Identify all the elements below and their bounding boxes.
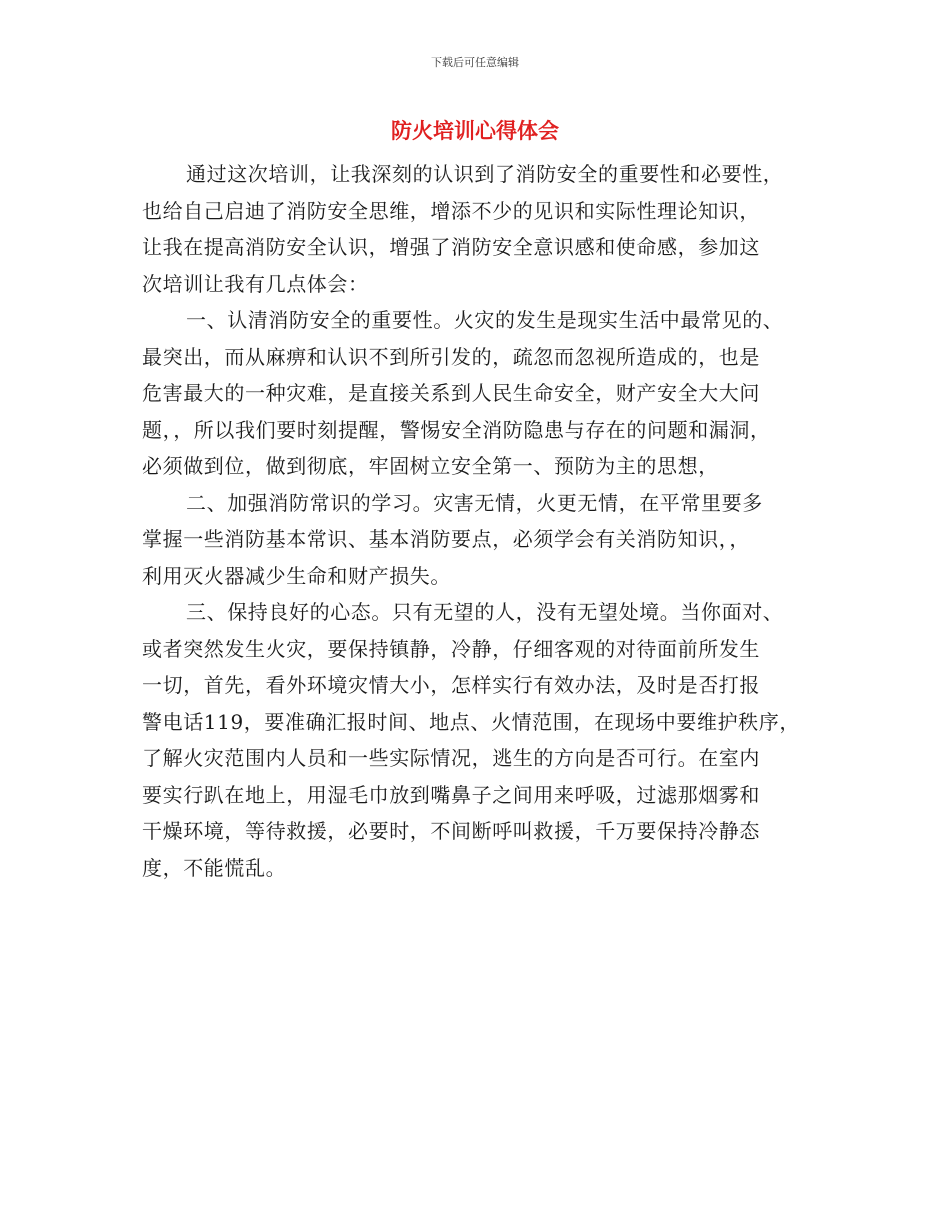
paragraph-line: 利用灭火器减少生命和财产损失。 [142,563,451,588]
paragraph-line: 一、认清消防安全的重要性。火灾的发生是现实生活中最常见的、 [186,308,784,332]
paragraph-line: 次培训让我有几点体会： [142,271,369,296]
paragraph-line: 通过这次培训，让我深刻的认识到了消防安全的重要性和必要性， [186,162,784,186]
paragraph-line: 或者突然发生火灾，要保持镇静，冷静，仔细客观的对待面前所发生 [142,636,760,661]
paragraph-line: 警电话119，要准确汇报时间、地点、火情范围，在现场中要维护秩序， [142,709,800,734]
header-note: 下载后可任意编辑 [431,56,519,69]
paragraph-line: 了解火灾范围内人员和一些实际情况，逃生的方向是否可行。在室内 [142,746,760,770]
paragraph-line: 度，不能慌乱。 [142,855,287,880]
paragraph-line: 危害最大的一种灾难，是直接关系到人民生命安全，财产安全大大问 [142,381,760,405]
paragraph-line: 掌握一些消防基本常识、基本消防要点，必须学会有关消防知识，， [142,527,750,551]
paragraph-line: 让我在提高消防安全认识，增强了消防安全意识感和使命感，参加这 [142,235,760,259]
paragraph-line: 也给自己启迪了消防安全思维，增添不少的见识和实际性理论知识， [142,198,760,223]
document-body [142,156,832,886]
document-title: 防火培训心得体会 [391,119,559,143]
paragraph-line: 最突出，而从麻痹和认识不到所引发的，疏忽而忽视所造成的，也是 [142,344,760,369]
paragraph-line: 三、保持良好的心态。只有无望的人，没有无望处境。当你面对、 [186,600,784,624]
paragraph-line: 题，，所以我们要时刻提醒，警惕安全消防隐患与存在的问题和漏洞， [142,417,771,442]
paragraph-line: 要实行趴在地上，用湿毛巾放到嘴鼻子之间用来呼吸，过滤那烟雾和 [142,782,760,807]
paragraph-line: 干燥环境，等待救援，必要时，不间断呼叫救援，千万要保持冷静态 [142,819,760,843]
paragraph-line: 一切，首先，看外环境灾情大小，怎样实行有效办法，及时是否打报 [142,673,760,697]
paragraph-line: 二、加强消防常识的学习。灾害无情，火更无情，在平常里要多 [186,490,763,515]
paragraph-line: 必须做到位，做到彻底，牢固树立安全第一、预防为主的思想， [142,454,719,478]
